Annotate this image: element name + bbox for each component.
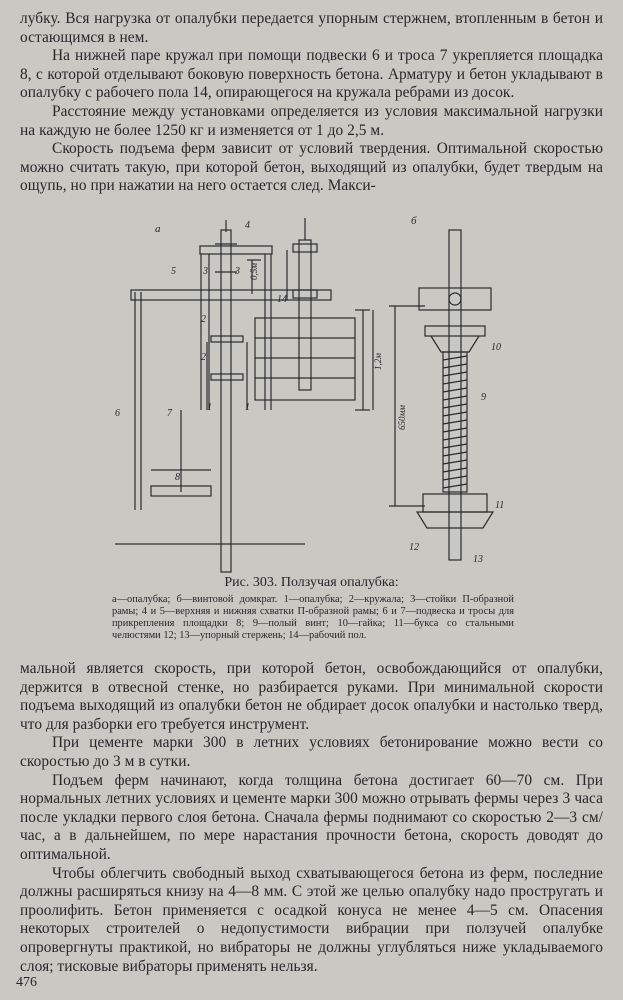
- callout-2b: 2: [201, 352, 206, 363]
- formwork-drawing: [95, 210, 555, 580]
- screw-post-right: [299, 240, 311, 390]
- bottom-text-block: [20, 660, 603, 976]
- figure-legend: а—опалубка; б—винтовой домкрат. 1—опалубка; 2—кружала; 3—стойки П-образной рамы; 4 и 5—верхняя и нижняя схватки П-образной рамы; 6 и 7—подвеска и тросы для прикрепления площадки 8; 9—полый винт; 10—гайка; 11—букса со стальными челюстями 12; 13—упорный стержень; 14—рабочий пол.: [112, 594, 514, 641]
- callout-11: 11: [495, 500, 505, 511]
- dimension-05m: 0,5м: [249, 263, 259, 280]
- dimension-650mm: 650мм: [397, 405, 407, 430]
- paragraph-cement-300: При цементе марки 300 в летних условиях бетонирование можно вести со скоростью до 3 м в сутки.: [20, 734, 603, 770]
- callout-13: 13: [473, 554, 483, 565]
- dimension-12m: 1,2м: [373, 353, 383, 370]
- callout-3a: 3: [203, 266, 208, 277]
- callout-4: 4: [245, 220, 250, 231]
- paragraph-continuation: лубку. Вся нагрузка от опалубки передается упорным стержнем, втопленным в бетон и остающимся в нем.: [20, 10, 603, 46]
- callout-14: 14: [277, 294, 287, 305]
- paragraph-distance: Расстояние между установками определяется из условия максимальной нагрузки на каждую не более 1250 кг и изменяется от 1 до 2,5 м.: [20, 102, 603, 139]
- view-a-label: а: [155, 223, 161, 235]
- paragraph-max-speed: мальной является скорость, при которой бетон, освобождающийся от опалубки, держится в отвесной стенке, но разбирается руками. При минимальной скорости подъема выходящий из опалубки бетон не обдирает досок опалубки и настолько тверд, что для разборки его требуется инструмент.: [20, 660, 603, 733]
- callout-9: 9: [481, 392, 486, 403]
- page-number: 476: [16, 975, 37, 990]
- formwork-boards: [255, 318, 355, 400]
- callout-1b: 1: [245, 402, 250, 413]
- paragraph-free-exit: Чтобы облегчить свободный выход схватывающегося бетона из ферм, последние должны расширяться книзу на 4—8 мм. С этой же целью опалубку надо простругать и проолифить. Бетон применяется с осадкой конуса не менее 4—5 см. Опасения некоторых строителей о недопустимости вибрации при ползучей опалубке опровергнуты практикой, но вибраторы не должны углубляться ниже укладываемого слоя; тисковые вибраторы применять нельзя.: [20, 864, 603, 975]
- callout-3b: 3: [235, 266, 240, 277]
- figure-caption-title: Рис. 303. Ползучая опалубка:: [224, 575, 399, 590]
- bushing-11: [423, 494, 487, 512]
- callout-6: 6: [115, 408, 120, 419]
- callout-8: 8: [175, 472, 180, 483]
- callout-2a: 2: [201, 314, 206, 325]
- top-text-block: [20, 10, 603, 196]
- figure-303: [95, 210, 555, 580]
- callout-10: 10: [491, 342, 501, 353]
- thrust-rod-13-right: [449, 230, 461, 560]
- callout-5: 5: [171, 266, 176, 277]
- thrust-rod-13-left: [221, 230, 231, 572]
- nut-10: [425, 326, 485, 336]
- jack-head: [419, 288, 491, 310]
- callout-1a: 1: [207, 402, 212, 413]
- paragraph-lifting-start: Подъем ферм начинают, когда толщина бетона достигает 60—70 см. При нормальных летних условиях и цементе марки 300 можно отрывать фермы через 3 часа после укладки первого слоя бетона. Сначала фермы поднимают со скоростью 2—3 см/час, а в дальнейшем, по мере нарастания прочности бетона, скорость доводят до оптимальной.: [20, 771, 603, 863]
- callout-12: 12: [409, 542, 419, 553]
- steel-jaws-12: [417, 512, 493, 528]
- paragraph-speed: Скорость подъема ферм зависит от условий твердения. Оптимальной скоростью можно считать такую, при которой бетон, выходящий из опалубки, будет твердым на ощупь, но при нажатии на него остается след. Макси-: [20, 140, 603, 195]
- upper-clamp-4: [200, 246, 272, 254]
- callout-7: 7: [167, 408, 172, 419]
- paragraph-platform: На нижней паре кружал при помощи подвески 6 и троса 7 укрепляется площадка 8, с которой отделывают боковую поверхность бетона. Арматуру и бетон укладывают в опалубку с рабочего пола 14, опирающегося на кружала ребрами из досок.: [20, 47, 603, 102]
- view-b-label: б: [411, 215, 417, 227]
